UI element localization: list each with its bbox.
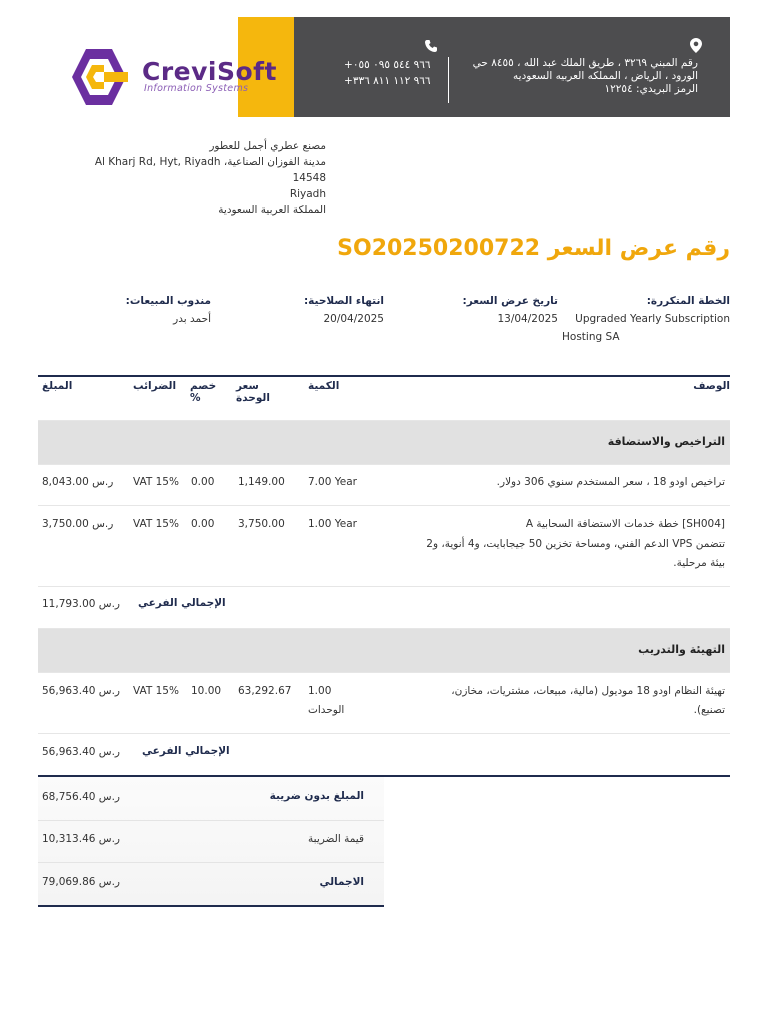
row-divider xyxy=(38,672,730,673)
quotation-number: SO20250200722 xyxy=(337,236,541,261)
phone-number-2: +٩٦٦ ١١٢ ٨١١ ٣٣٦ xyxy=(344,75,431,87)
column-header-discount xyxy=(190,380,226,404)
totals-divider xyxy=(38,820,384,821)
customer-name: مصنع عطري أجمل للعطور xyxy=(209,140,326,152)
section-setup-training xyxy=(38,629,730,672)
line-item-quantity: 7.00 Year xyxy=(308,476,357,488)
line-item-description-line-3: بيئة مرحلية. xyxy=(673,557,725,569)
line-item-description-line-2: تتضمن VPS الدعم الفني، ومساحة تخزين 50 جيجابايت، و4 أنوية، و2 xyxy=(426,538,725,550)
section-label: التراخيص والاستضافة xyxy=(607,435,725,448)
line-item-description: تهيئة النظام اودو 18 موديول (مالية، مبيعات، مشتريات، مخازن، xyxy=(451,685,725,697)
customer-address-line: مدينة الفوزان الصناعية، Al Kharj Rd, Hyt, Riyadh xyxy=(94,156,326,168)
line-item-discount: 0.00 xyxy=(191,476,215,488)
line-item-taxes: VAT 15% xyxy=(133,476,179,488)
section-label: التهيئة والتدريب xyxy=(638,643,725,656)
untaxed-amount-value: 68,756.40 ر.س xyxy=(42,791,121,803)
phone-icon xyxy=(424,39,438,53)
column-header-amount: المبلغ xyxy=(42,380,73,392)
company-address xyxy=(428,57,698,96)
document-header xyxy=(38,17,730,117)
subtotal-amount: 56,963.40 ر.س xyxy=(42,746,121,758)
salesperson-info xyxy=(91,292,211,328)
recurring-plan-value-2: Hosting SA xyxy=(562,331,620,343)
line-item-description: تراخيص اودو 18 ، سعر المستخدم سنوي 306 دولار. xyxy=(496,476,725,488)
discount-header-line-1: خصم xyxy=(190,380,217,392)
recurring-plan-info xyxy=(560,292,730,346)
location-pin-icon xyxy=(690,38,702,53)
salesperson-value: أحمد بدر xyxy=(173,313,211,325)
line-item-unit-price: 3,750.00 xyxy=(238,518,285,530)
column-header-description: الوصف xyxy=(693,380,730,392)
expiration-info xyxy=(264,292,384,328)
tax-amount-label: قيمة الضريبة xyxy=(308,833,364,845)
row-divider xyxy=(38,733,730,734)
quotation-date-value: 13/04/2025 xyxy=(497,313,558,325)
line-item-taxes: VAT 15% xyxy=(133,518,179,530)
totals-divider xyxy=(38,862,384,863)
line-item-description-line-2: تصنيع). xyxy=(693,704,725,716)
line-item-unit-price: 1,149.00 xyxy=(238,476,285,488)
line-item-amount: 3,750.00 ر.س xyxy=(42,518,114,530)
column-header-taxes: الضرائب xyxy=(133,380,177,392)
untaxed-amount-label: المبلغ بدون ضريبة xyxy=(269,790,364,802)
salesperson-label: مندوب المبيعات: xyxy=(125,295,211,307)
quotation-date-info xyxy=(438,292,558,328)
total-value: 79,069.86 ر.س xyxy=(42,876,121,888)
line-item-unit-price: 63,292.67 xyxy=(238,685,292,697)
row-divider xyxy=(38,464,730,465)
customer-postal-code: 14548 xyxy=(292,172,326,184)
line-item-description: [SH004] خطة خدمات الاستضافة السحابية A xyxy=(525,518,725,530)
customer-address-block xyxy=(70,138,326,218)
subtotal-amount: 11,793.00 ر.س xyxy=(42,598,121,610)
row-divider xyxy=(38,586,730,587)
column-header-unit-price xyxy=(236,380,286,404)
table-header-top-rule xyxy=(38,375,730,377)
expiration-label: انتهاء الصلاحية: xyxy=(303,295,384,307)
quotation-title-label: رقم عرض السعر xyxy=(547,236,730,261)
line-item-amount: 56,963.40 ر.س xyxy=(42,685,121,697)
phone-number-1: +٩٦٦ ٥٤٤ ٠٩٥ ٠٥٥ xyxy=(344,59,431,71)
address-line-3: الرمز البريدي: ١٢٢٥٤ xyxy=(604,83,698,95)
line-item-amount: 8,043.00 ر.س xyxy=(42,476,114,488)
unit-price-header-line-2: الوحدة xyxy=(236,392,270,404)
recurring-plan-label: الخطة المتكررة: xyxy=(646,295,730,307)
unit-price-header-line-1: سعر xyxy=(236,380,259,392)
line-item-quantity: 1.00 xyxy=(308,685,332,697)
address-line-2: الورود ، الرياض ، المملكه العربيه السعوديه xyxy=(513,70,698,82)
line-item-taxes: VAT 15% xyxy=(133,685,179,697)
line-item-unit-of-measure: الوحدات xyxy=(308,704,345,716)
line-item-discount: 10.00 xyxy=(191,685,222,697)
company-name: CreviSoft xyxy=(142,57,278,86)
customer-city: Riyadh xyxy=(289,188,326,200)
line-item-quantity: 1.00 Year xyxy=(308,518,357,530)
line-item-discount: 0.00 xyxy=(191,518,215,530)
customer-country: المملكة العربية السعودية xyxy=(218,204,326,216)
subtotal-label: الإجمالي الفرعي xyxy=(138,597,226,609)
subtotal-label: الإجمالي الفرعي xyxy=(142,745,230,757)
address-line-1: رقم المبني ٣٢٦٩ ، طريق الملك عبد الله ، ٨٤٥٥ حي xyxy=(472,57,698,69)
expiration-value: 20/04/2025 xyxy=(323,313,384,325)
quotation-title xyxy=(337,236,730,261)
recurring-plan-value-1: Upgraded Yearly Subscription xyxy=(575,313,730,325)
tax-amount-value: 10,313.46 ر.س xyxy=(42,833,121,845)
totals-bottom-rule xyxy=(38,905,384,907)
discount-header-line-2: % xyxy=(190,392,201,404)
crevisoft-logo-icon xyxy=(64,47,134,107)
total-label: الاجمالي xyxy=(319,876,364,888)
quotation-date-label: تاريخ عرض السعر: xyxy=(462,295,558,307)
section-licenses-hosting xyxy=(38,421,730,464)
row-divider xyxy=(38,505,730,506)
column-header-quantity: الكمية xyxy=(308,380,340,392)
company-tagline: Information Systems xyxy=(144,83,249,94)
